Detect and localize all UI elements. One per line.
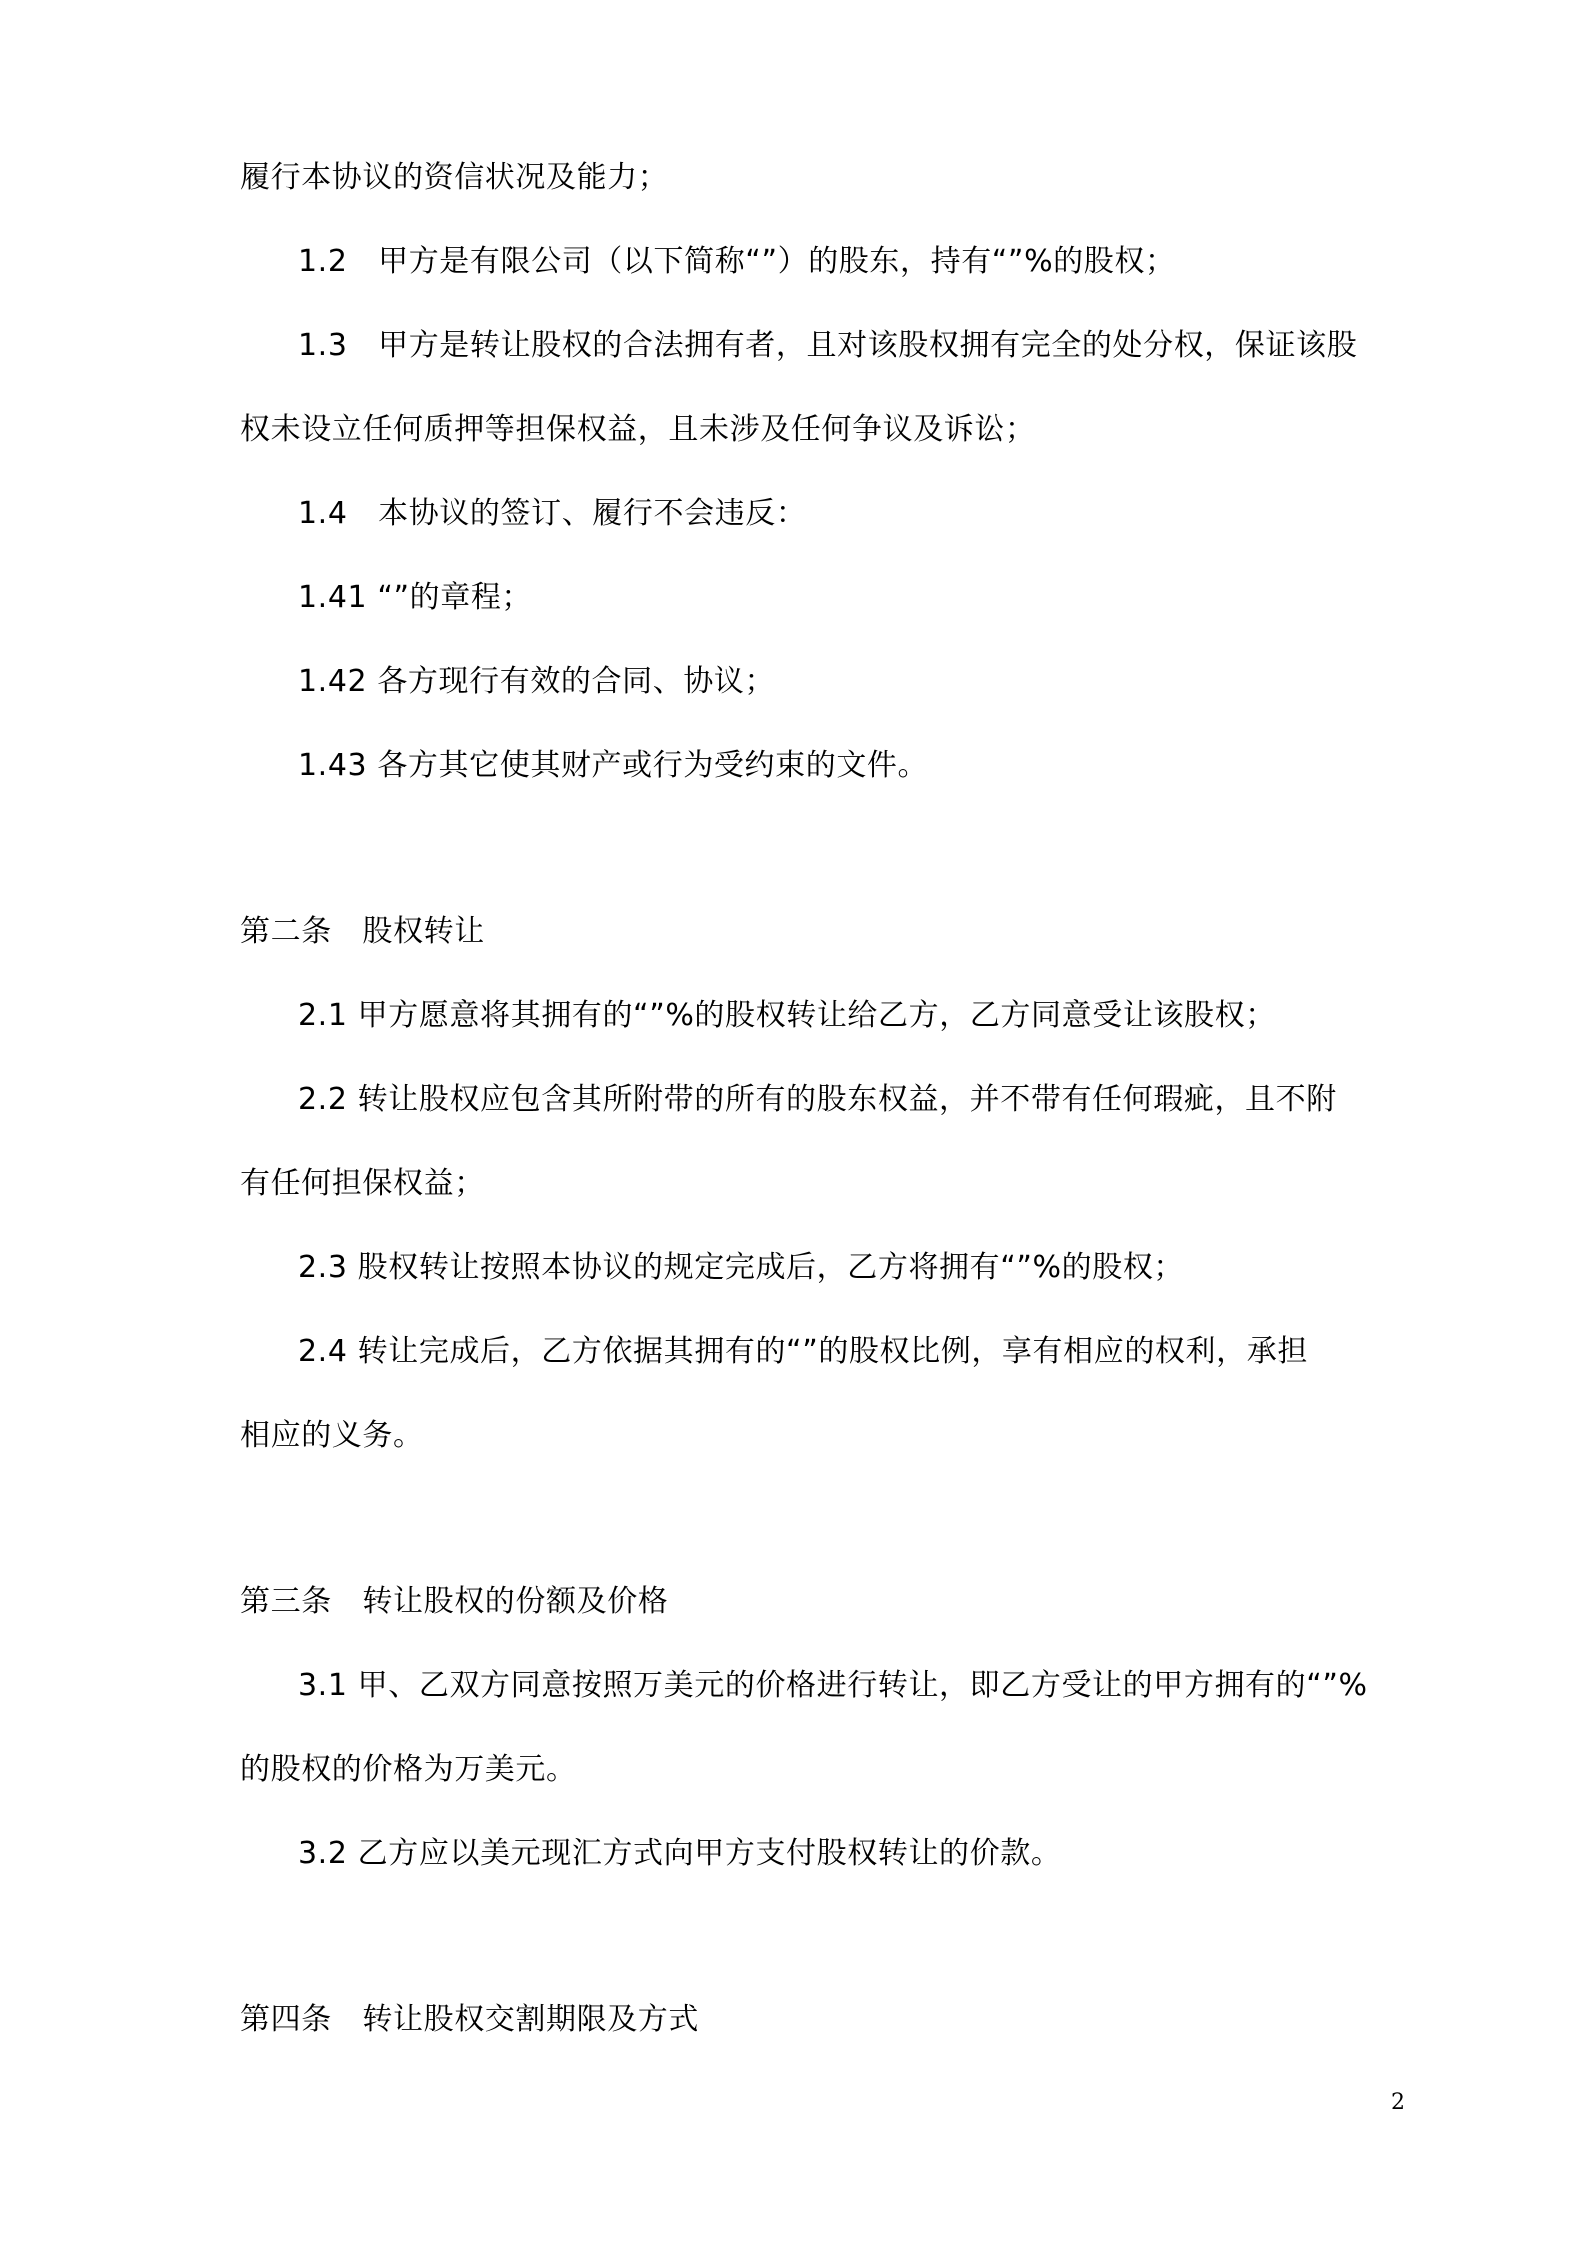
clause-2-3: 2.3 股权转让按照本协议的规定完成后，乙方将拥有“”%的股权； [298,1250,1185,1285]
clause-1-41: 1.41 “”的章程； [298,580,533,615]
clause-1-3-line-1: 1.3 甲方是转让股权的合法拥有者，且对该股权拥有完全的处分权，保证该股 [298,328,1358,363]
clause-3-2: 3.2 乙方应以美元现汇方式向甲方支付股权转让的价款。 [298,1836,1062,1871]
clause-2-1: 2.1 甲方愿意将其拥有的“”%的股权转让给乙方，乙方同意受让该股权； [298,998,1276,1033]
clause-1-4: 1.4 本协议的签订、履行不会违反： [298,496,807,531]
clause-2-4-line-1: 2.4 转让完成后，乙方依据其拥有的“”的股权比例，享有相应的权利，承担 [298,1334,1308,1369]
clause-1-2: 1.2 甲方是有限公司（以下简称“”）的股东，持有“”%的股权； [298,244,1176,279]
clause-2-2-line-2: 有任何担保权益； [240,1166,485,1201]
article-4-heading: 第四条 转让股权交割期限及方式 [240,2002,699,2037]
clause-2-4-line-2: 相应的义务。 [240,1418,424,1453]
clause-2-2-line-1: 2.2 转让股权应包含其所附带的所有的股东权益，并不带有任何瑕疵，且不附 [298,1082,1337,1117]
clause-3-1-line-2: 的股权的价格为万美元。 [240,1752,577,1787]
page-number: 2 [1391,2090,1405,2115]
clause-3-1-line-1: 3.1 甲、乙双方同意按照万美元的价格进行转让，即乙方受让的甲方拥有的“”% [298,1668,1368,1703]
article-3-heading: 第三条 转让股权的份额及价格 [240,1584,669,1619]
clause-1-43: 1.43 各方其它使其财产或行为受约束的文件。 [298,748,929,783]
clause-1-3-line-2: 权未设立任何质押等担保权益，且未涉及任何争议及诉讼； [240,412,1036,447]
clause-1-42: 1.42 各方现行有效的合同、协议； [298,664,776,699]
text-line-ability: 履行本协议的资信状况及能力； [240,160,669,195]
article-2-heading: 第二条 股权转让 [240,914,485,949]
